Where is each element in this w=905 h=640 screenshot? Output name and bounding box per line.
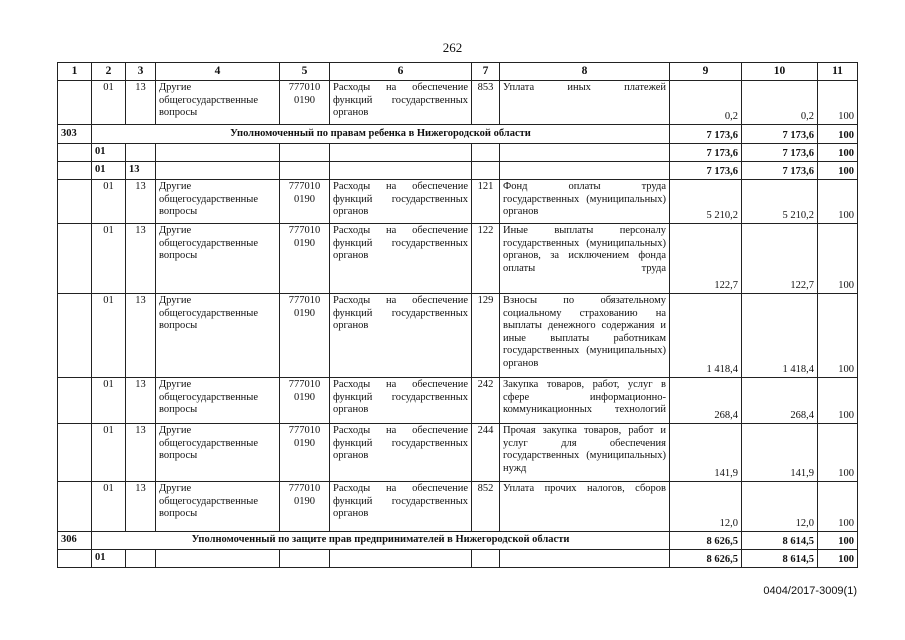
org-title: Уполномоченный по правам ребенка в Нижегородской области <box>92 125 670 144</box>
cell-percent: 100 <box>818 424 858 482</box>
cell-target-code: 777010 0190 <box>280 81 330 125</box>
cell-empty <box>330 144 472 162</box>
cell-actual-amount: 141,9 <box>742 424 818 482</box>
cell-actual-amount: 7 173,6 <box>742 162 818 180</box>
cell-percent: 100 <box>818 180 858 224</box>
table-header-row <box>58 63 858 81</box>
cell-empty <box>156 144 280 162</box>
cell-empty <box>472 550 500 568</box>
table-row <box>58 424 858 482</box>
page-number: 262 <box>442 40 463 55</box>
cell-actual-amount: 8 614,5 <box>742 550 818 568</box>
column-header-6: 6 <box>330 63 472 81</box>
cell-percent: 100 <box>818 125 858 144</box>
cell-section: 01 <box>92 162 126 180</box>
cell-target-code: 777010 0190 <box>280 378 330 424</box>
table-row <box>58 482 858 532</box>
cell-plan-amount: 7 173,6 <box>670 144 742 162</box>
column-header-11: 11 <box>818 63 858 81</box>
cell-section: 01 <box>92 482 126 532</box>
cell-expense-name: Уплата прочих налогов, сборов <box>500 482 670 532</box>
cell-section-name: Другие общегосударственные вопросы <box>156 482 280 532</box>
table-row <box>58 532 858 550</box>
cell-expense-type: 122 <box>472 224 500 294</box>
cell-code <box>58 378 92 424</box>
cell-subsection: 13 <box>126 224 156 294</box>
cell-expense-type: 244 <box>472 424 500 482</box>
cell-target-code: 777010 0190 <box>280 180 330 224</box>
cell-plan-amount: 5 210,2 <box>670 180 742 224</box>
cell-expense-name: Прочая закупка товаров, работ и услуг для обеспечения государственных (муниципальных) нужд <box>500 424 670 482</box>
column-header-10: 10 <box>742 63 818 81</box>
cell-code <box>58 294 92 378</box>
cell-target-name: Расходы на обеспечение функций государственных органов <box>330 482 472 532</box>
column-header-5: 5 <box>280 63 330 81</box>
cell-section: 01 <box>92 180 126 224</box>
cell-actual-amount: 5 210,2 <box>742 180 818 224</box>
cell-subsection <box>126 550 156 568</box>
cell-percent: 100 <box>818 532 858 550</box>
cell-plan-amount: 7 173,6 <box>670 125 742 144</box>
cell-plan-amount: 12,0 <box>670 482 742 532</box>
column-header-4: 4 <box>156 63 280 81</box>
cell-empty <box>330 162 472 180</box>
cell-plan-amount: 141,9 <box>670 424 742 482</box>
cell-empty <box>156 550 280 568</box>
cell-section-name: Другие общегосударственные вопросы <box>156 294 280 378</box>
cell-plan-amount: 268,4 <box>670 378 742 424</box>
cell-subsection: 13 <box>126 180 156 224</box>
cell-actual-amount: 7 173,6 <box>742 144 818 162</box>
cell-plan-amount: 122,7 <box>670 224 742 294</box>
cell-target-code: 777010 0190 <box>280 224 330 294</box>
cell-subsection <box>126 144 156 162</box>
cell-subsection: 13 <box>126 162 156 180</box>
cell-code <box>58 482 92 532</box>
cell-expense-type: 242 <box>472 378 500 424</box>
cell-empty <box>472 144 500 162</box>
cell-expense-name: Иные выплаты персоналу государственных (муниципальных) органов, за исключением фонда оплаты труда <box>500 224 670 294</box>
cell-actual-amount: 122,7 <box>742 224 818 294</box>
cell-expense-name: Фонд оплаты труда государственных (муниципальных) органов <box>500 180 670 224</box>
table-row <box>58 224 858 294</box>
cell-code <box>58 424 92 482</box>
table-row <box>58 294 858 378</box>
cell-expense-type: 121 <box>472 180 500 224</box>
column-header-2: 2 <box>92 63 126 81</box>
cell-subsection: 13 <box>126 424 156 482</box>
cell-section: 01 <box>92 550 126 568</box>
cell-actual-amount: 12,0 <box>742 482 818 532</box>
cell-empty <box>280 144 330 162</box>
cell-percent: 100 <box>818 294 858 378</box>
cell-percent: 100 <box>818 144 858 162</box>
cell-target-code: 777010 0190 <box>280 294 330 378</box>
cell-plan-amount: 0,2 <box>670 81 742 125</box>
cell-target-code: 777010 0190 <box>280 424 330 482</box>
cell-section-name: Другие общегосударственные вопросы <box>156 424 280 482</box>
cell-percent: 100 <box>818 81 858 125</box>
cell-empty <box>500 144 670 162</box>
table-row <box>58 162 858 180</box>
cell-code <box>58 144 92 162</box>
cell-subsection: 13 <box>126 378 156 424</box>
cell-expense-type: 129 <box>472 294 500 378</box>
cell-subsection: 13 <box>126 482 156 532</box>
cell-section: 01 <box>92 81 126 125</box>
cell-empty <box>280 550 330 568</box>
table-row <box>58 378 858 424</box>
cell-section: 01 <box>92 294 126 378</box>
cell-empty <box>280 162 330 180</box>
column-header-9: 9 <box>670 63 742 81</box>
cell-target-code: 777010 0190 <box>280 482 330 532</box>
cell-expense-type: 853 <box>472 81 500 125</box>
cell-expense-name: Взносы по обязательному социальному страхованию на выплаты денежного содержания и иные выплаты работникам государственных (муниципальных) органов <box>500 294 670 378</box>
cell-percent: 100 <box>818 162 858 180</box>
cell-percent: 100 <box>818 224 858 294</box>
cell-code <box>58 224 92 294</box>
column-header-8: 8 <box>500 63 670 81</box>
column-header-1: 1 <box>58 63 92 81</box>
cell-section-name: Другие общегосударственные вопросы <box>156 378 280 424</box>
cell-percent: 100 <box>818 550 858 568</box>
column-header-7: 7 <box>472 63 500 81</box>
cell-actual-amount: 268,4 <box>742 378 818 424</box>
cell-target-name: Расходы на обеспечение функций государственных органов <box>330 180 472 224</box>
org-title: Уполномоченный по защите прав предпринимателей в Нижегородской области <box>92 532 670 550</box>
cell-code <box>58 180 92 224</box>
cell-plan-amount: 8 626,5 <box>670 532 742 550</box>
table-row <box>58 144 858 162</box>
budget-table <box>57 62 858 568</box>
cell-target-name: Расходы на обеспечение функций государственных органов <box>330 81 472 125</box>
cell-section: 01 <box>92 144 126 162</box>
cell-expense-name: Закупка товаров, работ, услуг в сфере информационно-коммуникационных технологий <box>500 378 670 424</box>
cell-section: 01 <box>92 424 126 482</box>
cell-empty <box>472 162 500 180</box>
table-row <box>58 81 858 125</box>
cell-section: 01 <box>92 224 126 294</box>
cell-subsection: 13 <box>126 81 156 125</box>
cell-actual-amount: 0,2 <box>742 81 818 125</box>
cell-section-name: Другие общегосударственные вопросы <box>156 81 280 125</box>
cell-code <box>58 550 92 568</box>
cell-section-name: Другие общегосударственные вопросы <box>156 180 280 224</box>
column-header-3: 3 <box>126 63 156 81</box>
cell-code <box>58 81 92 125</box>
cell-plan-amount: 1 418,4 <box>670 294 742 378</box>
cell-actual-amount: 7 173,6 <box>742 125 818 144</box>
cell-percent: 100 <box>818 378 858 424</box>
document-code: 0404/2017-3009(1) <box>763 585 857 597</box>
cell-expense-type: 852 <box>472 482 500 532</box>
cell-target-name: Расходы на обеспечение функций государственных органов <box>330 224 472 294</box>
cell-org-code: 306 <box>58 532 92 550</box>
cell-actual-amount: 1 418,4 <box>742 294 818 378</box>
cell-section-name: Другие общегосударственные вопросы <box>156 224 280 294</box>
cell-empty <box>156 162 280 180</box>
cell-empty <box>330 550 472 568</box>
cell-code <box>58 162 92 180</box>
table-row <box>58 550 858 568</box>
cell-section: 01 <box>92 378 126 424</box>
cell-target-name: Расходы на обеспечение функций государственных органов <box>330 378 472 424</box>
cell-plan-amount: 7 173,6 <box>670 162 742 180</box>
cell-target-name: Расходы на обеспечение функций государственных органов <box>330 424 472 482</box>
table-row <box>58 180 858 224</box>
cell-subsection: 13 <box>126 294 156 378</box>
cell-empty <box>500 550 670 568</box>
cell-percent: 100 <box>818 482 858 532</box>
cell-actual-amount: 8 614,5 <box>742 532 818 550</box>
cell-target-name: Расходы на обеспечение функций государственных органов <box>330 294 472 378</box>
cell-empty <box>500 162 670 180</box>
table-row <box>58 125 858 144</box>
cell-org-code: 303 <box>58 125 92 144</box>
cell-expense-name: Уплата иных платежей <box>500 81 670 125</box>
cell-plan-amount: 8 626,5 <box>670 550 742 568</box>
